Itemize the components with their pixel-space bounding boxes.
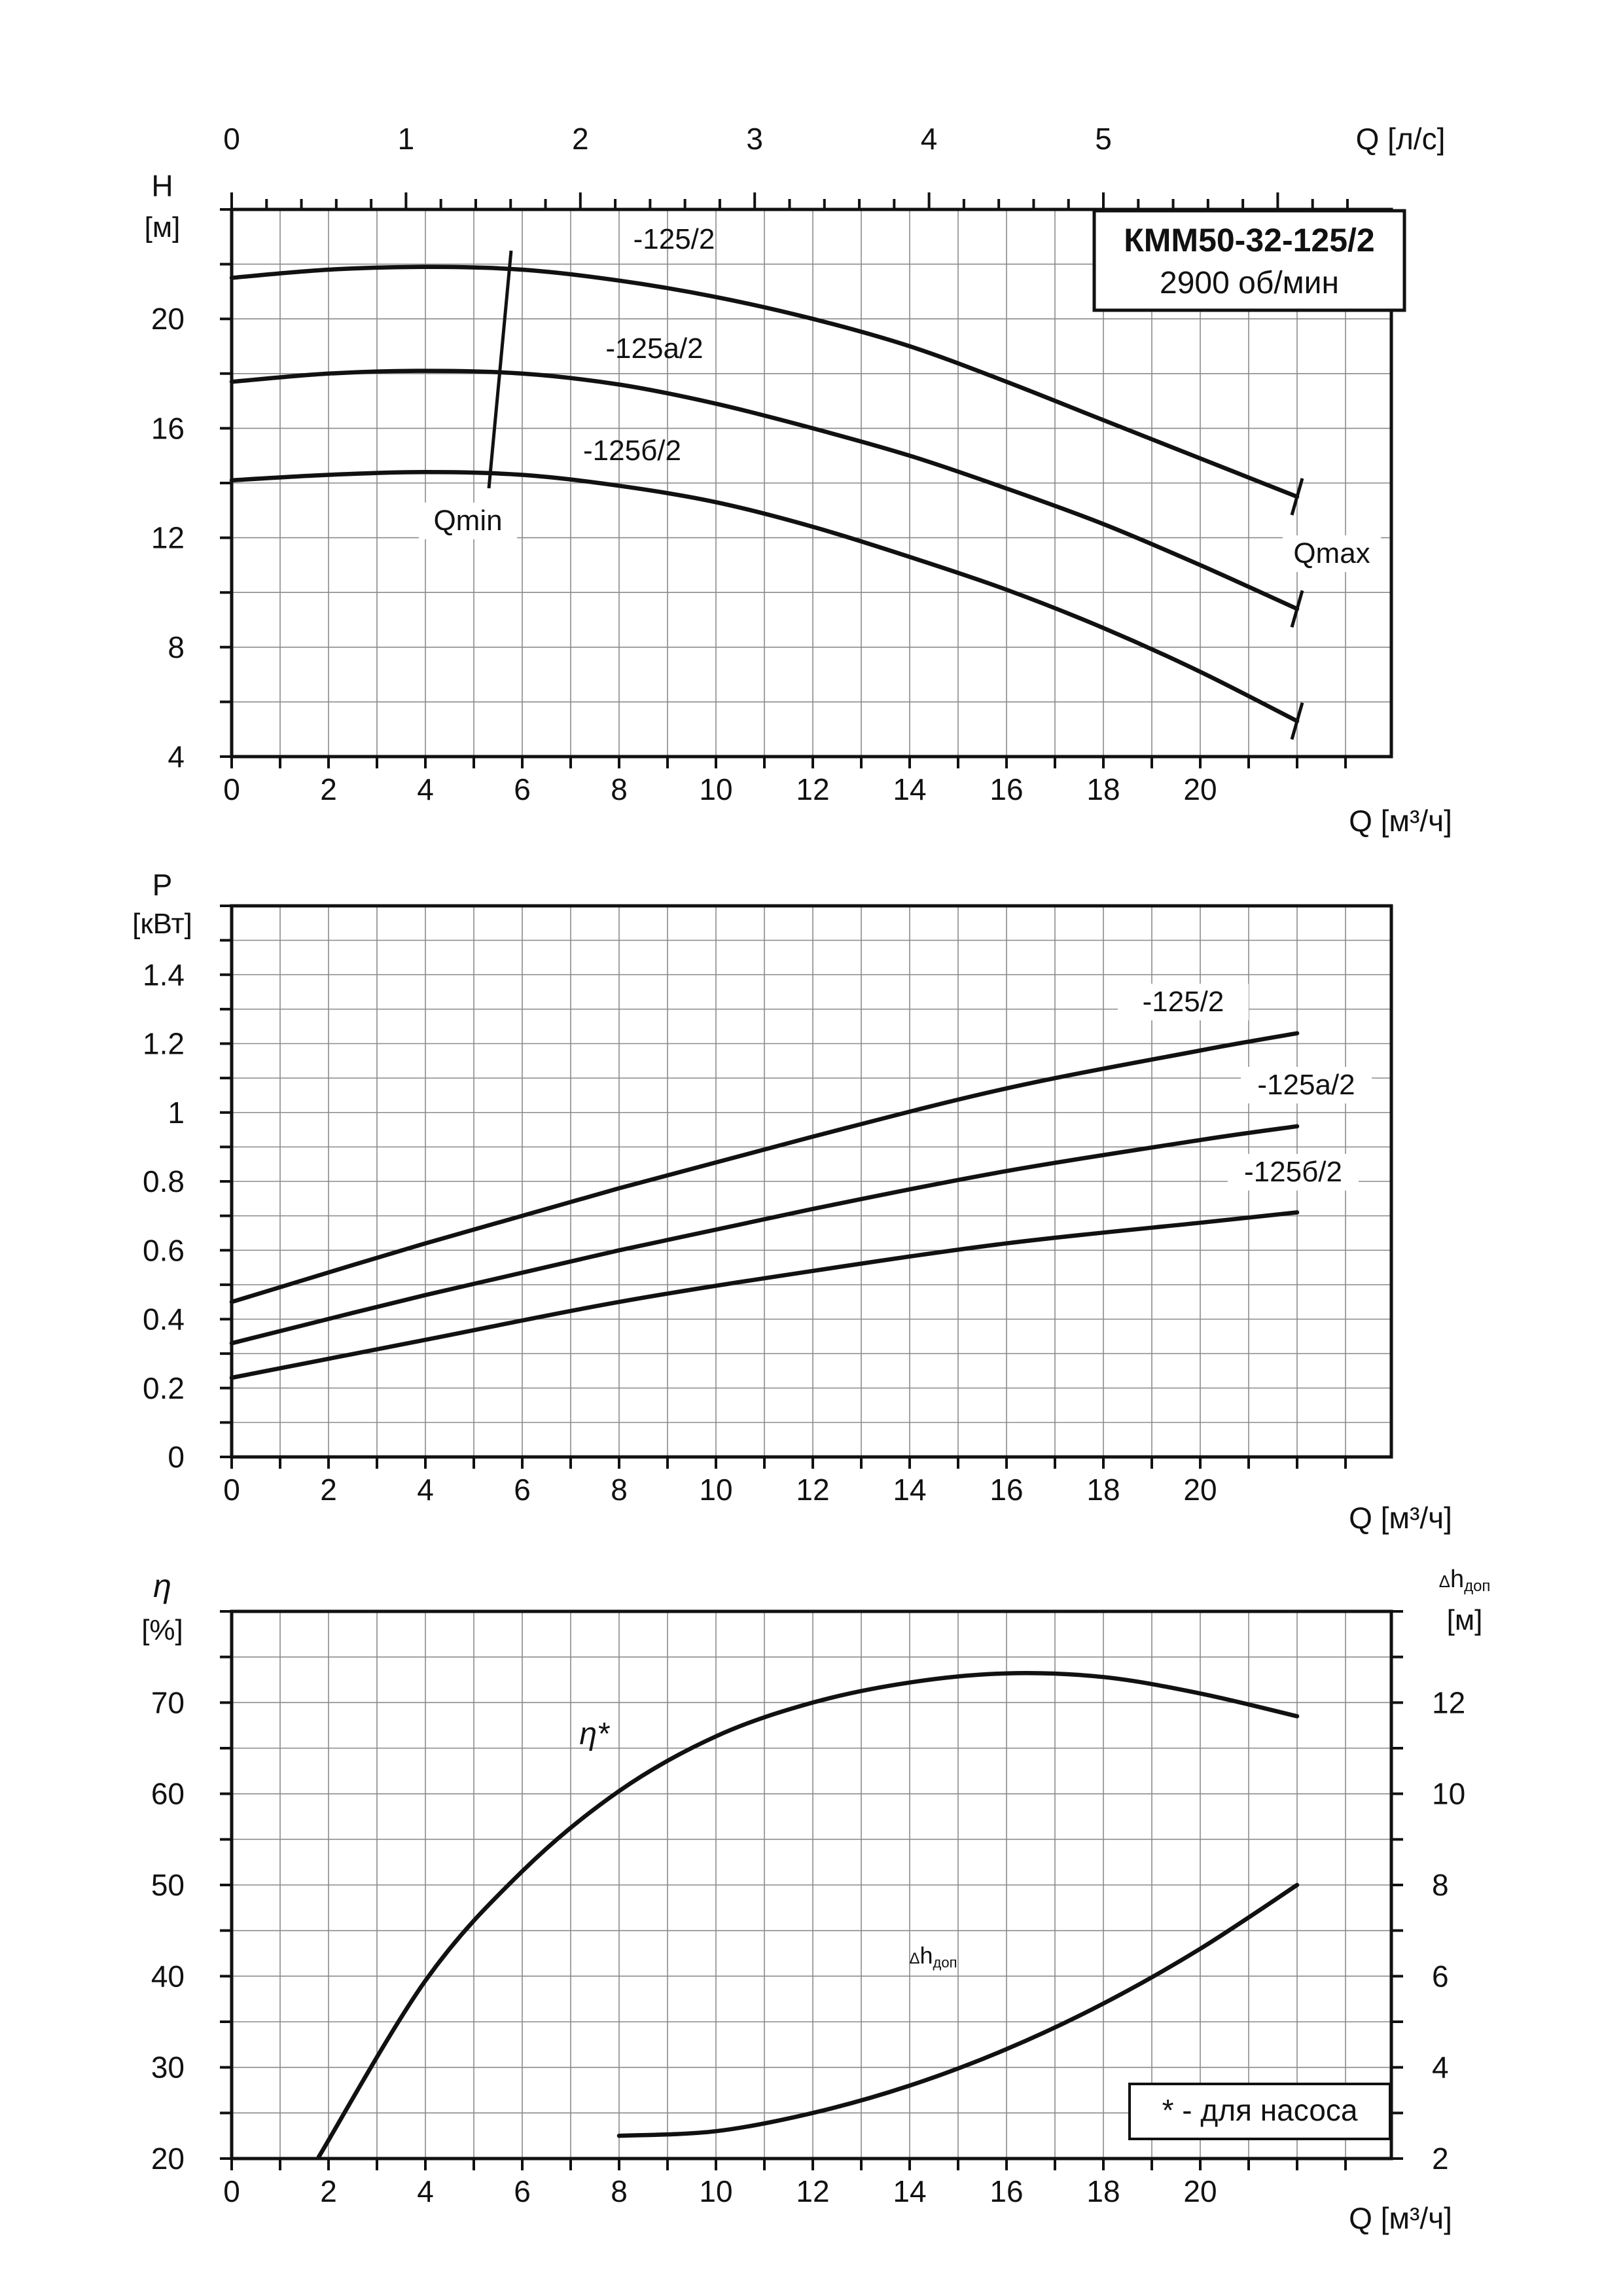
head-panel — [145, 122, 1452, 838]
head-series-label: -125а/2 — [605, 332, 704, 365]
y-tick-label: 4 — [168, 740, 185, 774]
head-series-label: -125/2 — [633, 223, 715, 255]
x-tick-label: 2 — [320, 1473, 337, 1507]
y-tick-label: 40 — [151, 1959, 185, 1994]
x-tick-label: 18 — [1086, 2174, 1120, 2208]
efficiency-panel — [141, 1566, 1490, 2235]
power-series-label: -125/2 — [1142, 986, 1224, 1018]
x-tick-label: 4 — [417, 772, 434, 806]
x-tick-label: 0 — [223, 1473, 240, 1507]
x-tick-label: 4 — [417, 1473, 434, 1507]
head-xlabel: Q [м³/ч] — [1349, 804, 1452, 838]
x-tick-label: 10 — [699, 772, 733, 806]
x2-tick-label: 3 — [746, 122, 763, 156]
power-ylabel: P — [152, 868, 173, 902]
x2-tick-label: 0 — [223, 122, 240, 156]
y-tick-label: 8 — [168, 630, 185, 664]
y-tick-label: 60 — [151, 1776, 185, 1811]
x-tick-label: 12 — [796, 1473, 830, 1507]
x-tick-label: 18 — [1086, 1473, 1120, 1507]
y-tick-label: 16 — [151, 411, 185, 446]
x-tick-label: 12 — [796, 772, 830, 806]
x-tick-label: 20 — [1183, 1473, 1217, 1507]
y-tick-label: 0.8 — [143, 1164, 185, 1198]
x-tick-label: 10 — [699, 2174, 733, 2208]
x-tick-label: 2 — [320, 772, 337, 806]
model-speed: 2900 об/мин — [1160, 266, 1339, 300]
model-title: КММ50-32-125/2 — [1124, 222, 1375, 259]
x-tick-label: 2 — [320, 2174, 337, 2208]
x-tick-label: 14 — [893, 2174, 927, 2208]
x-tick-label: 6 — [514, 2174, 531, 2208]
y2-tick-label: 10 — [1432, 1776, 1466, 1811]
efficiency-yunit: [%] — [141, 1614, 183, 1646]
x-tick-label: 6 — [514, 1473, 531, 1507]
head-ylabel: H — [151, 169, 173, 203]
x-tick-label: 12 — [796, 2174, 830, 2208]
x2-tick-label: 1 — [397, 122, 415, 156]
qmax-label: Qmax — [1293, 537, 1370, 569]
x2-tick-label: 2 — [572, 122, 589, 156]
y-tick-label: 20 — [151, 2142, 185, 2176]
x-tick-label: 0 — [223, 772, 240, 806]
y2-tick-label: 4 — [1432, 2050, 1449, 2085]
x2-tick-label: 5 — [1095, 122, 1112, 156]
y2-tick-label: 12 — [1432, 1685, 1466, 1720]
power-yunit: [кВт] — [132, 908, 192, 940]
y-tick-label: 20 — [151, 302, 185, 336]
y2-tick-label: 6 — [1432, 1959, 1449, 1994]
y2-tick-label: 2 — [1432, 2142, 1449, 2176]
power-panel — [132, 868, 1452, 1535]
eta-curve-label: η* — [579, 1717, 609, 1751]
footnote: * - для насоса — [1162, 2093, 1358, 2127]
npsh-curve-label: Δhдоп — [909, 1942, 957, 1971]
y-tick-label: 1.4 — [143, 958, 185, 992]
y-tick-label: 1.2 — [143, 1026, 185, 1061]
x-tick-label: 6 — [514, 772, 531, 806]
x-tick-label: 16 — [990, 2174, 1024, 2208]
npsh-yunit: [м] — [1446, 1604, 1483, 1636]
x-tick-label: 4 — [417, 2174, 434, 2208]
head-series-label: -125б/2 — [583, 435, 681, 467]
y-tick-label: 50 — [151, 1868, 185, 1902]
head-x2label: Q [л/с] — [1355, 122, 1446, 156]
npsh-ylabel: Δhдоп — [1438, 1566, 1491, 1595]
x-tick-label: 20 — [1183, 2174, 1217, 2208]
y-tick-label: 0 — [168, 1440, 185, 1474]
qmin-line — [489, 251, 511, 488]
x-tick-label: 20 — [1183, 772, 1217, 806]
x-tick-label: 14 — [893, 1473, 927, 1507]
y-tick-label: 1 — [168, 1095, 185, 1130]
x-tick-label: 0 — [223, 2174, 240, 2208]
y-tick-label: 12 — [151, 520, 185, 555]
x-tick-label: 8 — [611, 1473, 628, 1507]
x-tick-label: 16 — [990, 1473, 1024, 1507]
efficiency-grid — [232, 1611, 1391, 2159]
y-tick-label: 0.6 — [143, 1233, 185, 1268]
power-tick-labels — [143, 958, 1217, 1507]
efficiency-ylabel: η — [153, 1568, 171, 1604]
x-tick-label: 16 — [990, 772, 1024, 806]
x-tick-label: 18 — [1086, 772, 1120, 806]
x-tick-label: 8 — [611, 2174, 628, 2208]
y-tick-label: 0.2 — [143, 1371, 185, 1405]
head-yunit: [м] — [144, 211, 181, 243]
x-tick-label: 8 — [611, 772, 628, 806]
qmin-label: Qmin — [433, 505, 503, 537]
power-xlabel: Q [м³/ч] — [1349, 1501, 1452, 1535]
x-tick-label: 14 — [893, 772, 927, 806]
efficiency-xlabel: Q [м³/ч] — [1349, 2201, 1452, 2235]
x-tick-label: 10 — [699, 1473, 733, 1507]
y2-tick-label: 8 — [1432, 1868, 1449, 1902]
y-tick-label: 0.4 — [143, 1302, 185, 1336]
power-series-label: -125а/2 — [1257, 1069, 1355, 1101]
y-tick-label: 70 — [151, 1685, 185, 1720]
power-series-label: -125б/2 — [1244, 1156, 1342, 1188]
x2-tick-label: 4 — [920, 122, 938, 156]
y-tick-label: 30 — [151, 2050, 185, 2085]
